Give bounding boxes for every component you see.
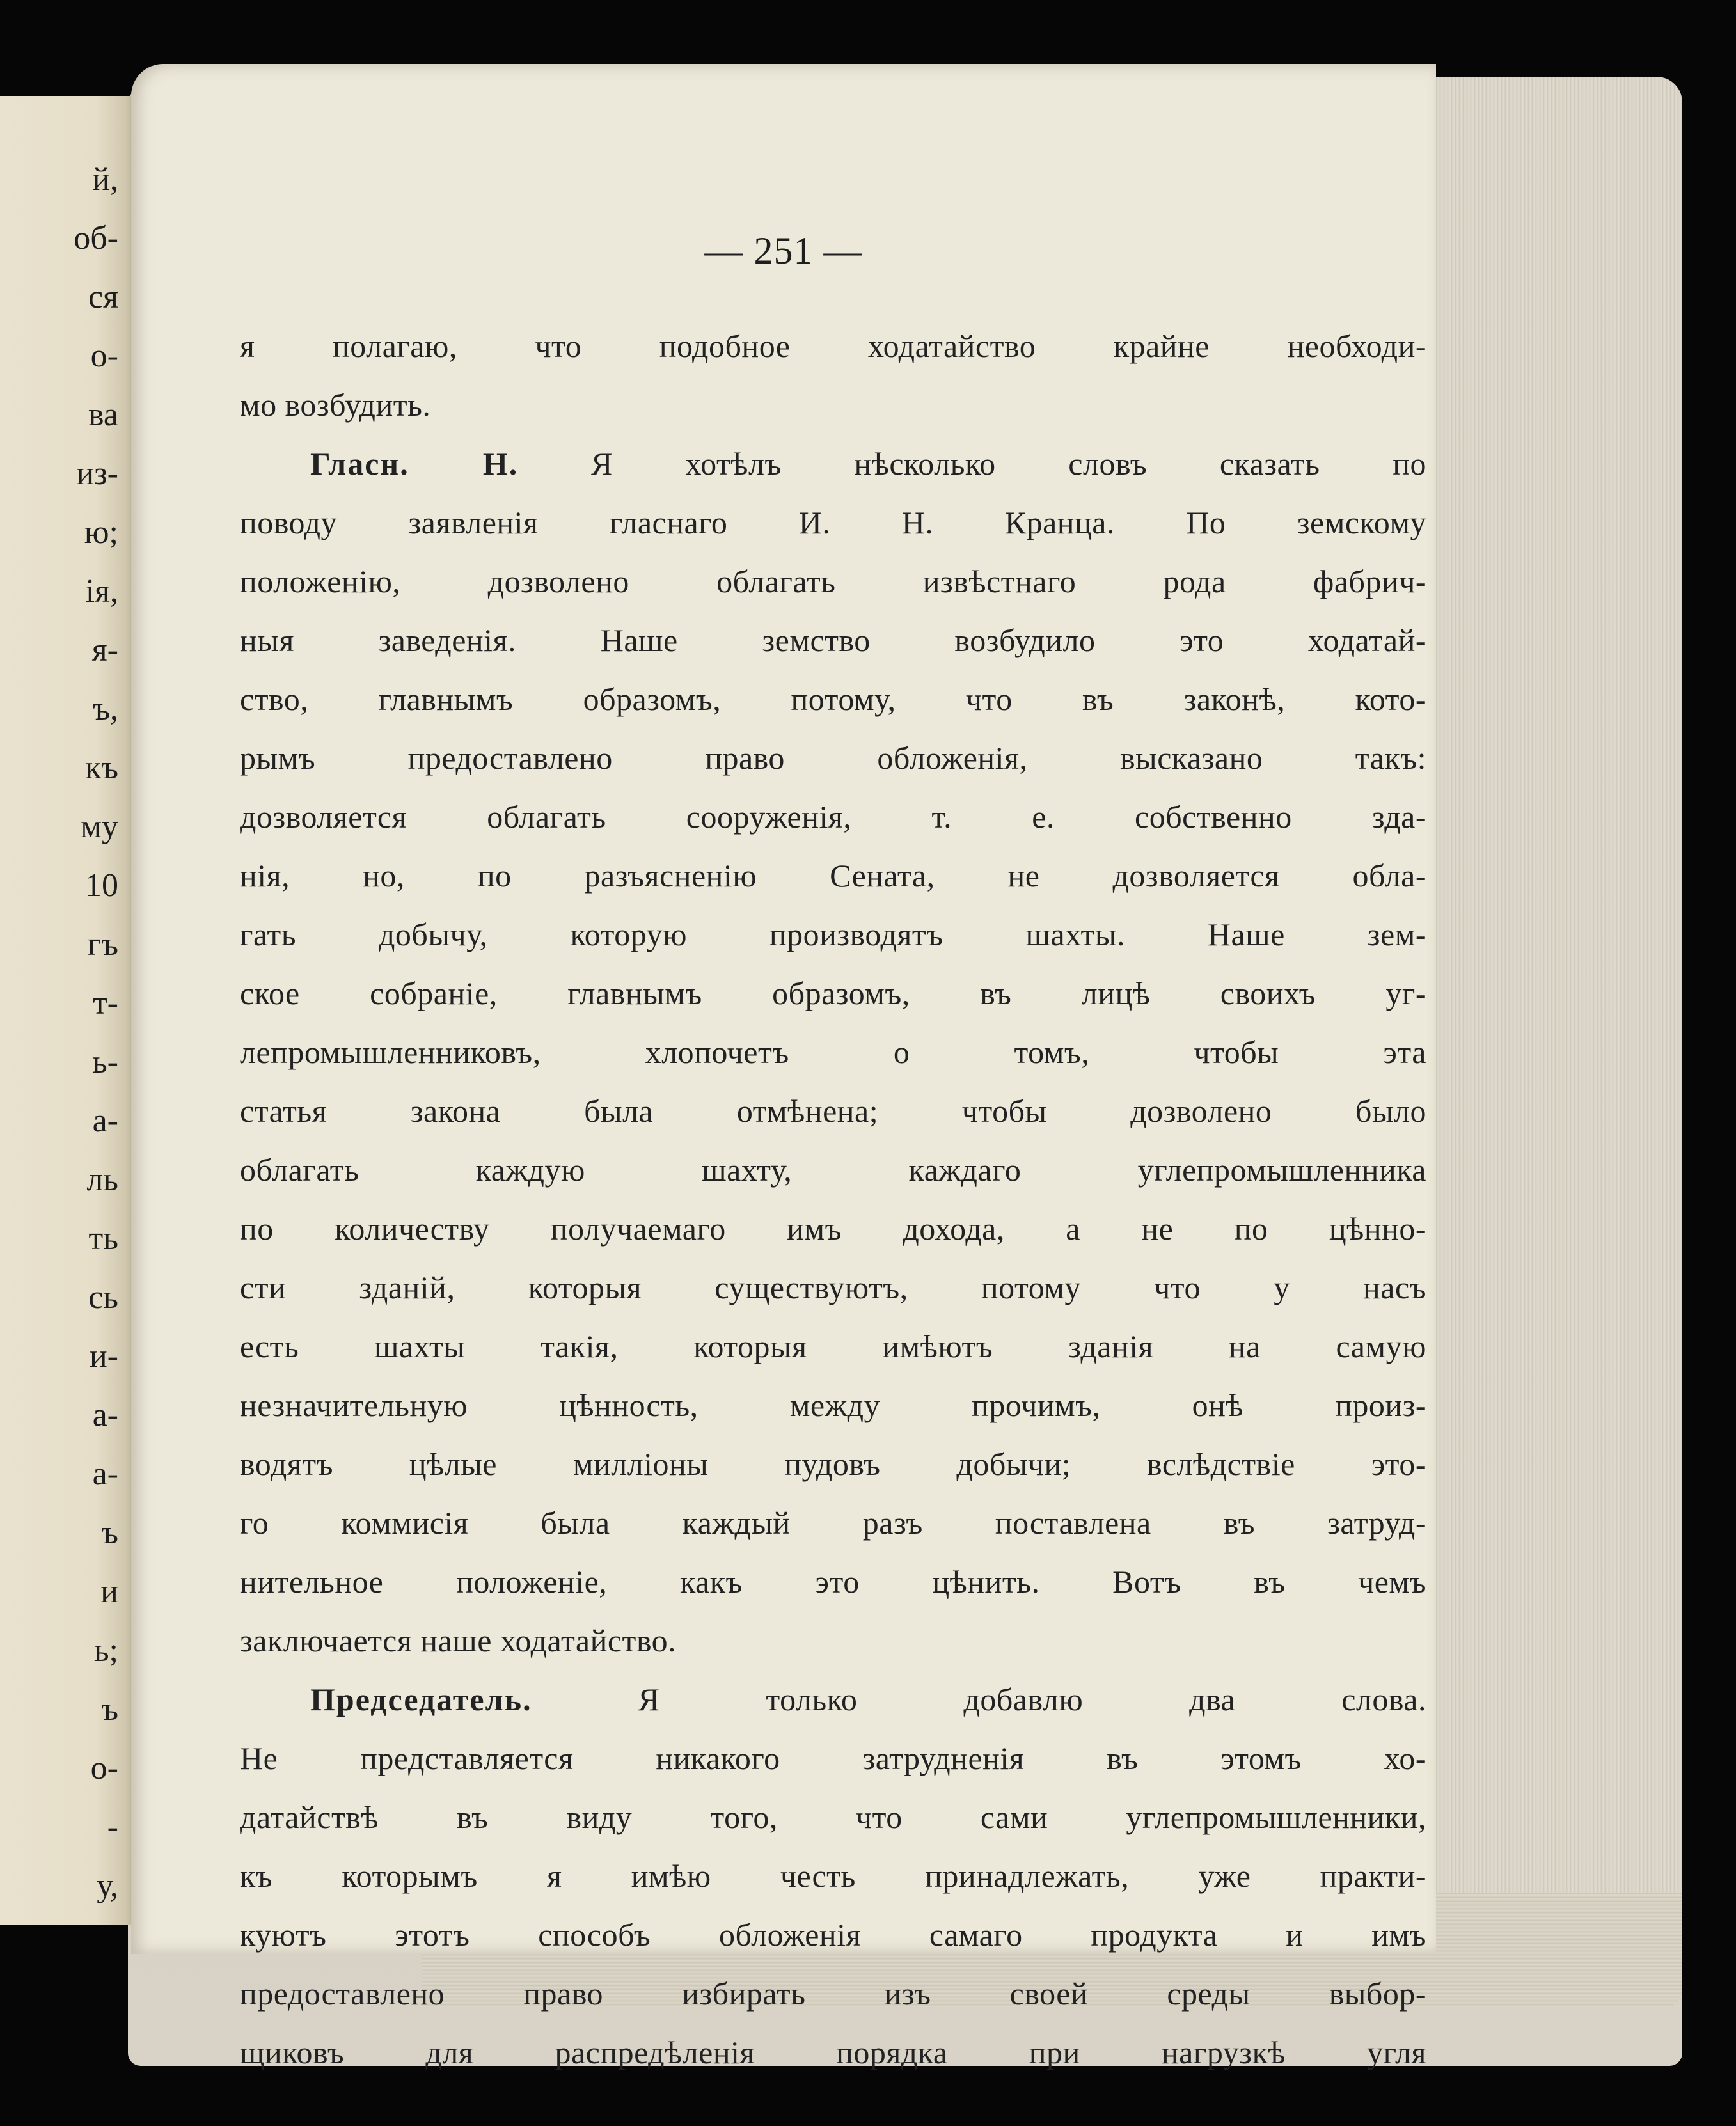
left-page-text-fragment: и — [100, 1573, 118, 1610]
text-line: Председатель. Я только добавлю два слова. — [310, 1681, 1426, 1717]
left-page-text-fragment: къ — [84, 750, 118, 786]
speaker-label: Гласн. Н. — [310, 446, 519, 482]
text-line: ныя заведенія. Наше земство возбудило это ходатай- — [240, 622, 1426, 658]
left-page-text-fragment: а- — [92, 1456, 118, 1492]
left-page-text-fragment: я- — [91, 632, 118, 668]
text-line: гать добычу, которую производятъ шахты. Наше зем- — [240, 917, 1426, 952]
text-line: я полагаю, что подобное ходатайство крайне необходи- — [240, 328, 1426, 364]
right-page — [131, 64, 1436, 2070]
text-line: поводу заявленія гласнаго И. Н. Кранца. По земскому — [240, 505, 1426, 540]
left-page-text-fragment: ъ — [101, 1691, 118, 1728]
text-line: положенію, дозволено облагать извѣстнаго рода фабрич- — [240, 563, 1426, 599]
text-line: статья закона была отмѣнена; чтобы дозволено было — [240, 1093, 1426, 1129]
left-page-text-fragment: а- — [92, 1397, 118, 1433]
text-line: датайствѣ въ виду того, что сами углепромышленники, — [240, 1799, 1426, 1835]
text-line: куютъ этотъ способъ обложенія самаго продукта и имъ — [240, 1917, 1426, 1953]
text-line: нительное положеніе, какъ это цѣнить. Вотъ въ чемъ — [240, 1564, 1426, 1600]
text-line: Не представляется никакого затрудненія въ этомъ хо- — [240, 1740, 1426, 1776]
speaker-label: Председатель. — [310, 1681, 532, 1717]
left-page-text-fragment: сь — [88, 1279, 118, 1316]
left-page-text-fragment: у, — [97, 1868, 118, 1904]
text-line: по количеству получаемаго имъ дохода, а не по цѣнно- — [240, 1211, 1426, 1247]
text-line: рымъ предоставлено право обложенія, высказано такъ: — [240, 740, 1426, 776]
text-line: щиковъ для распредѣленія порядка при нагрузкѣ угля — [240, 2035, 1426, 2070]
left-page-text-fragment: т- — [92, 985, 118, 1021]
text-line: мо возбудить. — [240, 387, 431, 423]
left-page-text-fragment: ть — [88, 1220, 118, 1257]
left-page-text-fragment: ль — [86, 1161, 118, 1198]
text-line: го коммисія была каждый разъ поставлена въ затруд- — [240, 1505, 1426, 1541]
text-line: сти зданій, которыя существуютъ, потому что у насъ — [240, 1270, 1426, 1305]
left-page-text-fragment: 10 — [85, 867, 118, 904]
text-line: незначительную цѣнность, между прочимъ, онѣ произ- — [240, 1387, 1426, 1423]
text-line: ство, главнымъ образомъ, потому, что въ законѣ, кото- — [240, 681, 1426, 717]
text-line: облагать каждую шахту, каждаго углепромышленника — [240, 1152, 1426, 1188]
left-page-text-fragment: ь; — [93, 1632, 118, 1669]
left-page-text-fragment: ва — [88, 397, 118, 433]
left-page-text-fragment: а- — [92, 1103, 118, 1139]
left-page-text-fragment: ся — [88, 279, 118, 315]
left-page-text-fragment: му — [81, 808, 118, 845]
left-page-text-fragment: й, — [92, 161, 118, 198]
text-line: нія, но, по разъясненію Сената, не дозволяется обла- — [240, 858, 1426, 894]
left-page-text-fragment: ія, — [85, 573, 118, 610]
left-page-text-fragment: об- — [74, 220, 118, 256]
left-page-text-fragment: ъ, — [93, 691, 118, 727]
left-page-text-fragment: ъ — [101, 1515, 118, 1551]
page-number: — 251 — — [704, 230, 863, 272]
left-page-text-fragment: ь- — [91, 1044, 118, 1080]
left-page-text-fragment: о- — [90, 338, 118, 374]
text-line: лепромышленниковъ, хлопочетъ о томъ, чтобы эта — [240, 1034, 1426, 1070]
text-line: къ которымъ я имѣю честь принадлежать, уже практи- — [240, 1858, 1426, 1894]
page-text — [240, 317, 1426, 2082]
text-line: предоставлено право избирать изъ своей среды выбор- — [240, 1976, 1426, 2012]
left-page-text-fragment: из- — [76, 455, 118, 492]
left-page-text-fragment: - — [107, 1809, 118, 1845]
text-line: дозволяется облагать сооруженія, т. е. собственно зда- — [240, 799, 1426, 835]
text-line: водятъ цѣлые милліоны пудовъ добычи; вслѣдствіе это- — [240, 1446, 1426, 1482]
text-line: заключается наше ходатайство. — [240, 1623, 677, 1658]
text-line: ское собраніе, главнымъ образомъ, въ лицѣ своихъ уг- — [240, 975, 1426, 1011]
left-page — [0, 96, 138, 1925]
left-page-text-fragment: о- — [90, 1750, 118, 1786]
left-page-text-fragment: и- — [89, 1338, 118, 1374]
text-line: Гласн. Н. Я хотѣлъ нѣсколько словъ сказать по — [310, 446, 1426, 482]
left-page-text-fragment: ю; — [84, 514, 118, 551]
page-edges — [1433, 77, 1682, 1938]
left-page-text-fragment: гъ — [87, 926, 118, 963]
text-line: есть шахты такія, которыя имѣютъ зданія на самую — [240, 1328, 1426, 1364]
